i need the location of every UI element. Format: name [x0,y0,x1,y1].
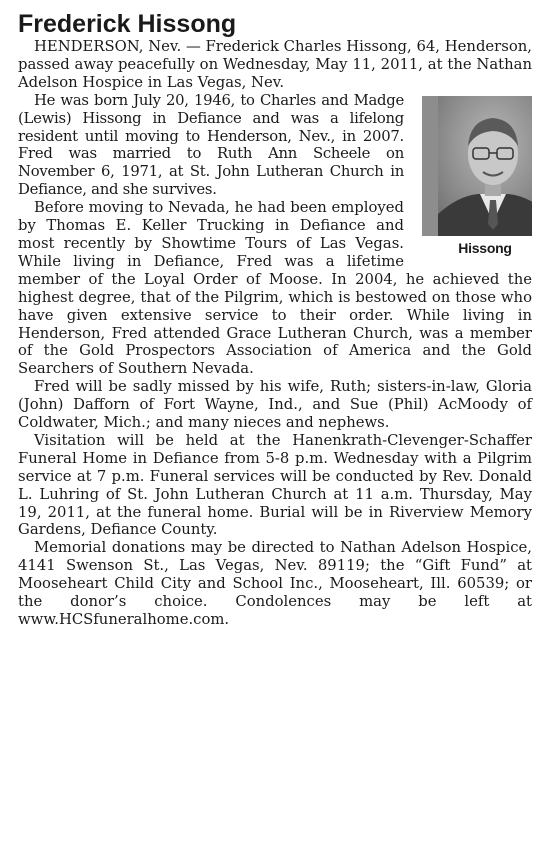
portrait-image [438,96,532,236]
obituary-paragraph-2 [18,91,532,256]
obituary-paragraph-6: Memorial donations may be directed to Nathan Adelson Hospice, 4141 Swenson St., Las Vegas, Nev. 89119; the “Gift Fund” at Mooseheart Child City and School Inc., Mooseheart, Ill. 60539; or the donor’s choice. Condolences may be left at www.HCSfuneralhome.com. [18,539,532,628]
obituary-paragraph-5: Visitation will be held at the Hanenkrath-Clevenger-Schaffer Funeral Home in Defiance from 5-8 p.m. Wednesday with a Pilgrim service at 7 p.m. Funeral services will be conducted by Rev. Donald L. Luhring of St. John Lutheran Church at 11 a.m. Thursday, May 19, 2011, at the funeral home. Burial will be in Riverview Memory Gardens, Defiance County. [18,431,532,539]
obituary-paragraph-2-text: He was born July 20, 1946, to Charles and Madge (Lewis) Hissong in Defiance and was a lifelong resident until moving to Henderson, Nev., in 2007. Fred was married to Ruth Ann Scheele on November 6, 1971, at St. John Lutheran Church in Defiance, and she survives. [18,91,404,199]
portrait-photo [422,96,532,236]
obituary-paragraph-4: Fred will be sadly missed by his wife, Ruth; sisters-in-law, Gloria (John) Dafforn of Fort Wayne, Ind., and Sue (Phil) AcMoody of Coldwater, Mich.; and many nieces and nephews. [18,378,532,432]
portrait-figure [414,92,532,257]
obituary-paragraph-1: HENDERSON, Nev. — Frederick Charles Hissong, 64, Henderson, passed away peacefully on Wednesday, May 11, 2011, at the Nathan Adelson Hospice in Las Vegas, Nev. [18,38,532,91]
obituary-paragraph-3: Before moving to Nevada, he had been employed by Thomas E. Keller Trucking in Defiance and most recently by Showtime Tours of Las Vegas. While living in Defiance, Fred was a lifetime member of the Loyal Order of Moose. In 2004, he achieved the highest degree, that of the Pilgrim, which is bestowed on those who have given extensive service to their order. While living in Henderson, Fred attended Grace Lutheran Church, was a member of the Gold Prospectors Association of America and the Gold Searchers of Southern Nevada. [18,199,532,378]
portrait-caption: Hissong [458,239,512,256]
obituary-headline: Frederick Hissong [18,10,237,38]
